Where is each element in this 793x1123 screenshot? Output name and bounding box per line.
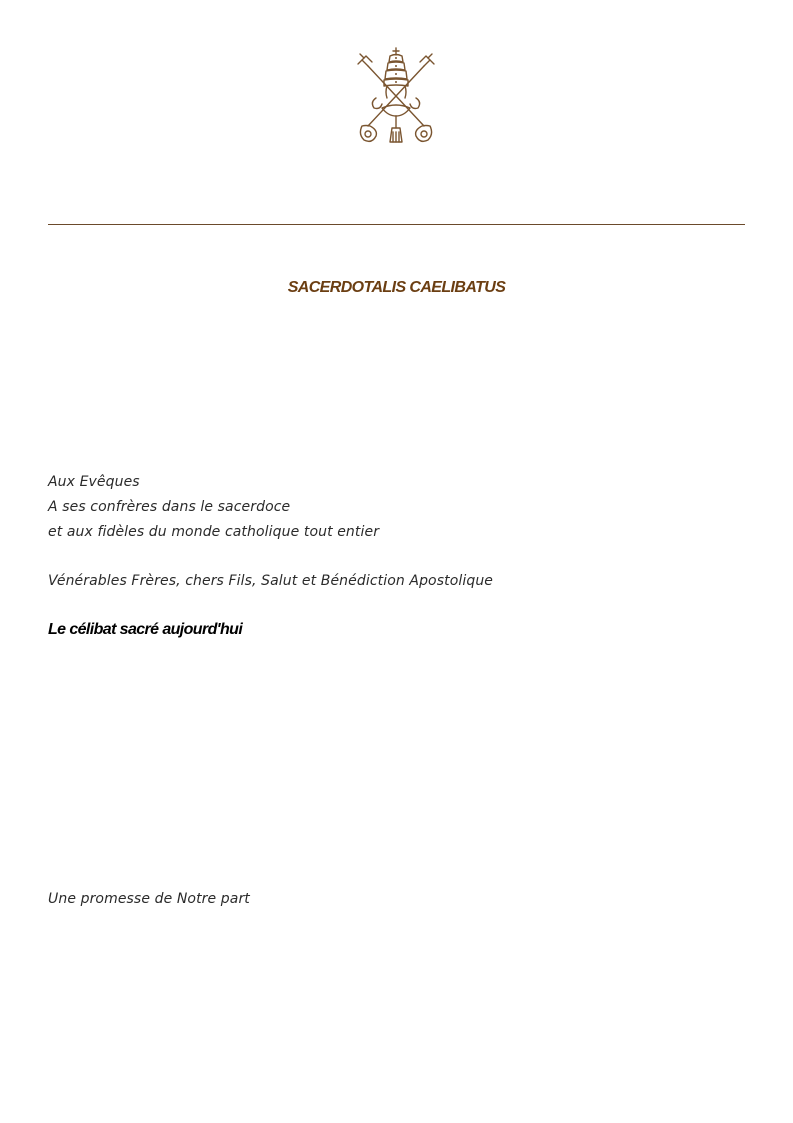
papal-emblem-icon xyxy=(354,46,438,148)
addressee-line-1: Aux Evêques xyxy=(48,474,140,490)
section-heading: Le célibat sacré aujourd'hui xyxy=(48,621,243,638)
document-title: SACERDOTALIS CAELIBATUS xyxy=(287,279,506,296)
addressee-line-2: A ses confrères dans le sacerdoce xyxy=(48,499,291,515)
subsection-heading: Une promesse de Notre part xyxy=(48,891,250,907)
addressee-line-3: et aux fidèles du monde catholique tout entier xyxy=(48,524,380,540)
salutation: Vénérables Frères, chers Fils, Salut et Bénédiction Apostolique xyxy=(48,573,494,589)
header-divider xyxy=(48,224,745,225)
